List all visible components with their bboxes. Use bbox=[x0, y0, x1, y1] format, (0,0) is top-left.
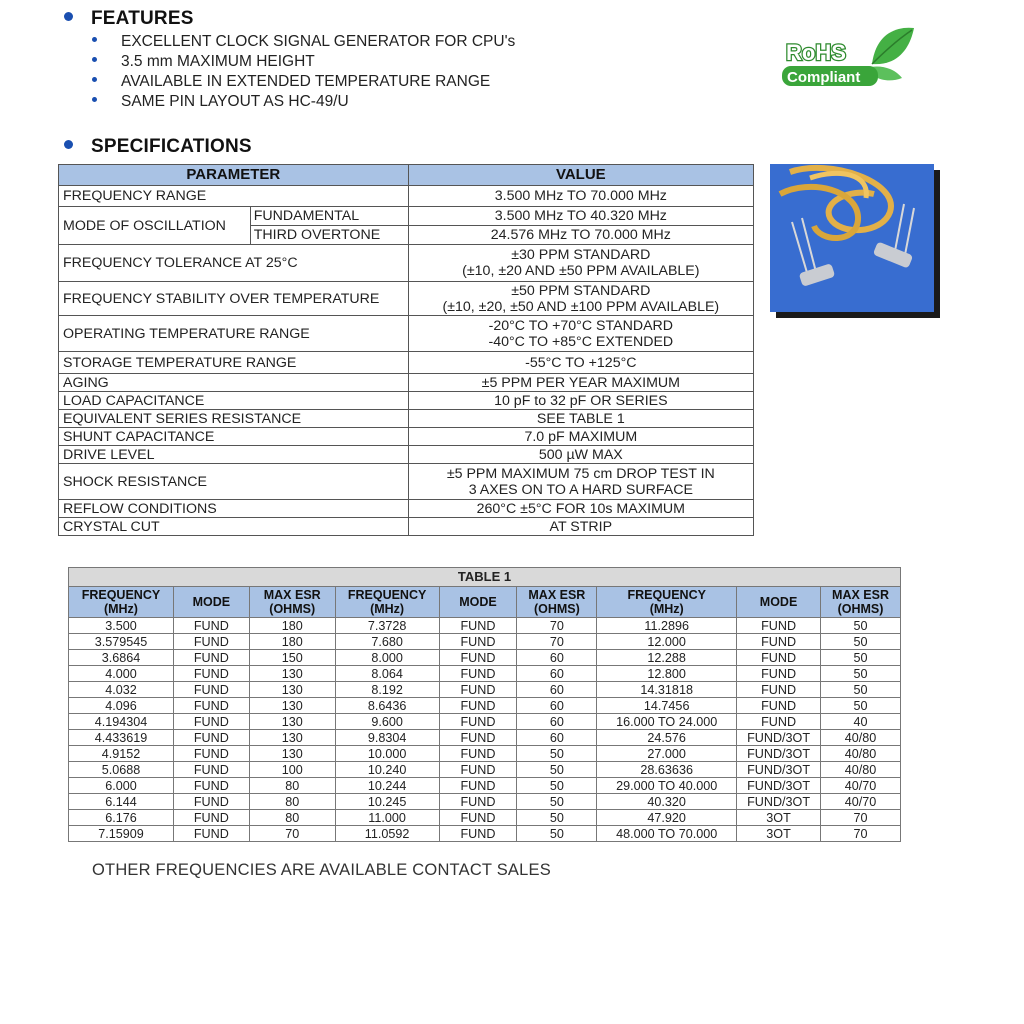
table-row bbox=[69, 666, 901, 682]
mode-header: MODE bbox=[439, 587, 517, 618]
table-cell: FUND bbox=[173, 826, 249, 842]
table-row: SHOCK RESISTANCE ±5 PPM MAXIMUM 75 cm DROP TEST IN 3 AXES ON TO A HARD SURFACE bbox=[59, 464, 754, 500]
table-cell: 3.500 bbox=[69, 618, 174, 634]
table-cell: 80 bbox=[249, 778, 335, 794]
table-cell: FUND bbox=[173, 746, 249, 762]
table-cell: FUND bbox=[173, 794, 249, 810]
table-row bbox=[69, 826, 901, 842]
table-cell: FUND bbox=[439, 682, 517, 698]
table-cell: 180 bbox=[249, 634, 335, 650]
table1-header-row bbox=[69, 587, 901, 618]
footer-note: OTHER FREQUENCIES ARE AVAILABLE CONTACT SALES bbox=[92, 861, 551, 879]
table-cell: 180 bbox=[249, 618, 335, 634]
table-cell: 40/70 bbox=[821, 794, 901, 810]
table-cell: FUND bbox=[439, 730, 517, 746]
table-row: FREQUENCY STABILITY OVER TEMPERATURE ±50 PPM STANDARD (±10, ±20, ±50 AND ±100 PPM AVAILABLE) bbox=[59, 282, 754, 316]
table-cell: 60 bbox=[517, 698, 597, 714]
table-cell: FUND bbox=[173, 730, 249, 746]
table-cell: 50 bbox=[517, 746, 597, 762]
frequency-header: FREQUENCY (MHz) bbox=[69, 587, 174, 618]
table-cell: 70 bbox=[249, 826, 335, 842]
table-cell: 3OT bbox=[737, 826, 821, 842]
table-cell: 9.8304 bbox=[335, 730, 439, 746]
table-cell: 8.000 bbox=[335, 650, 439, 666]
table-row: LOAD CAPACITANCE 10 pF to 32 pF OR SERIES bbox=[59, 392, 754, 410]
table-cell: 16.000 TO 24.000 bbox=[597, 714, 737, 730]
table-row: REFLOW CONDITIONS 260°C ±5°C FOR 10s MAXIMUM bbox=[59, 500, 754, 518]
table-cell: 8.064 bbox=[335, 666, 439, 682]
table-cell: FUND bbox=[173, 698, 249, 714]
table-cell: 50 bbox=[821, 698, 901, 714]
table-cell: 4.096 bbox=[69, 698, 174, 714]
table-cell: 9.600 bbox=[335, 714, 439, 730]
table-cell: 150 bbox=[249, 650, 335, 666]
feature-item: 3.5 mm MAXIMUM HEIGHT bbox=[92, 52, 515, 72]
table-row: DRIVE LEVEL 500 µW MAX bbox=[59, 446, 754, 464]
table-cell: 11.000 bbox=[335, 810, 439, 826]
table-cell: FUND/3OT bbox=[737, 762, 821, 778]
table-cell: 50 bbox=[517, 826, 597, 842]
table-cell: 130 bbox=[249, 698, 335, 714]
table-cell: 3.579545 bbox=[69, 634, 174, 650]
table-row bbox=[69, 634, 901, 650]
bullet-icon bbox=[64, 140, 73, 149]
table-cell: 10.245 bbox=[335, 794, 439, 810]
table-cell: FUND bbox=[439, 666, 517, 682]
table-cell: 7.3728 bbox=[335, 618, 439, 634]
frequency-header: FREQUENCY (MHz) bbox=[335, 587, 439, 618]
table-cell: 10.240 bbox=[335, 762, 439, 778]
table-cell: 7.15909 bbox=[69, 826, 174, 842]
table-row: AGING ±5 PPM PER YEAR MAXIMUM bbox=[59, 374, 754, 392]
table-cell: FUND/3OT bbox=[737, 730, 821, 746]
table-cell: 8.192 bbox=[335, 682, 439, 698]
table-row bbox=[69, 794, 901, 810]
table-cell: 12.288 bbox=[597, 650, 737, 666]
max-esr-header: MAX ESR (OHMS) bbox=[249, 587, 335, 618]
table-cell: 4.000 bbox=[69, 666, 174, 682]
table-cell: 60 bbox=[517, 730, 597, 746]
table-cell: 130 bbox=[249, 666, 335, 682]
table-row: OPERATING TEMPERATURE RANGE -20°C TO +70°C STANDARD -40°C TO +85°C EXTENDED bbox=[59, 316, 754, 352]
table-cell: 4.433619 bbox=[69, 730, 174, 746]
table-row bbox=[69, 682, 901, 698]
mode-header: MODE bbox=[737, 587, 821, 618]
table-cell: 70 bbox=[517, 634, 597, 650]
table-cell: FUND bbox=[737, 666, 821, 682]
features-list bbox=[92, 32, 515, 112]
table-cell: FUND bbox=[439, 826, 517, 842]
table-row bbox=[69, 762, 901, 778]
rohs-text: RoHS bbox=[786, 40, 846, 65]
table-row bbox=[69, 714, 901, 730]
table-cell: 50 bbox=[821, 634, 901, 650]
table-cell: 130 bbox=[249, 682, 335, 698]
table1-body bbox=[69, 618, 901, 842]
table-cell: FUND bbox=[439, 810, 517, 826]
table-cell: 60 bbox=[517, 714, 597, 730]
table-row bbox=[69, 618, 901, 634]
spec-header-row bbox=[59, 165, 754, 186]
table-row bbox=[69, 810, 901, 826]
table-cell: 4.032 bbox=[69, 682, 174, 698]
table-cell: FUND bbox=[439, 650, 517, 666]
table-cell: 70 bbox=[821, 826, 901, 842]
table-cell: 5.0688 bbox=[69, 762, 174, 778]
table-cell: 50 bbox=[517, 810, 597, 826]
table-cell: 48.000 TO 70.000 bbox=[597, 826, 737, 842]
table-cell: 50 bbox=[517, 794, 597, 810]
table-cell: 50 bbox=[517, 778, 597, 794]
table-cell: 50 bbox=[821, 618, 901, 634]
table-cell: FUND/3OT bbox=[737, 794, 821, 810]
table-cell: 3.6864 bbox=[69, 650, 174, 666]
table-cell: 50 bbox=[517, 762, 597, 778]
table-cell: 80 bbox=[249, 794, 335, 810]
table-cell: FUND bbox=[173, 762, 249, 778]
max-esr-header: MAX ESR (OHMS) bbox=[517, 587, 597, 618]
table-cell: 80 bbox=[249, 810, 335, 826]
table-row bbox=[69, 778, 901, 794]
table-cell: 11.2896 bbox=[597, 618, 737, 634]
table-cell: 10.000 bbox=[335, 746, 439, 762]
table-cell: 28.63636 bbox=[597, 762, 737, 778]
frequency-header: FREQUENCY (MHz) bbox=[597, 587, 737, 618]
table-cell: FUND/3OT bbox=[737, 746, 821, 762]
table-cell: 130 bbox=[249, 746, 335, 762]
table-cell: FUND bbox=[737, 714, 821, 730]
specifications-heading: SPECIFICATIONS bbox=[64, 136, 252, 158]
table-cell: FUND bbox=[173, 778, 249, 794]
table-cell: 130 bbox=[249, 714, 335, 730]
table-cell: 8.6436 bbox=[335, 698, 439, 714]
table-cell: 6.144 bbox=[69, 794, 174, 810]
table-cell: 60 bbox=[517, 682, 597, 698]
table-cell: FUND bbox=[737, 634, 821, 650]
table-cell: 40/70 bbox=[821, 778, 901, 794]
max-esr-header: MAX ESR (OHMS) bbox=[821, 587, 901, 618]
table-cell: FUND bbox=[439, 778, 517, 794]
parameter-header: PARAMETER bbox=[59, 165, 409, 186]
bullet-icon bbox=[64, 12, 73, 21]
bullet-icon bbox=[92, 97, 97, 102]
table-row: EQUIVALENT SERIES RESISTANCE SEE TABLE 1 bbox=[59, 410, 754, 428]
table-row: THIRD OVERTONE 24.576 MHz TO 70.000 MHz bbox=[59, 226, 754, 245]
table-row: SHUNT CAPACITANCE 7.0 pF MAXIMUM bbox=[59, 428, 754, 446]
table-cell: 100 bbox=[249, 762, 335, 778]
table-cell: FUND bbox=[439, 746, 517, 762]
table-cell: FUND bbox=[439, 698, 517, 714]
table-row bbox=[69, 746, 901, 762]
table-cell: 70 bbox=[517, 618, 597, 634]
table-cell: 130 bbox=[249, 730, 335, 746]
table-row: STORAGE TEMPERATURE RANGE -55°C TO +125°C bbox=[59, 352, 754, 374]
table-cell: 4.194304 bbox=[69, 714, 174, 730]
features-heading: FEATURES bbox=[64, 8, 194, 30]
table-row bbox=[69, 730, 901, 746]
table-cell: FUND bbox=[439, 634, 517, 650]
table-cell: FUND bbox=[737, 682, 821, 698]
table-cell: 47.920 bbox=[597, 810, 737, 826]
table-cell: FUND bbox=[173, 618, 249, 634]
table-cell: 29.000 TO 40.000 bbox=[597, 778, 737, 794]
table-row bbox=[69, 698, 901, 714]
table-cell: 60 bbox=[517, 666, 597, 682]
table-cell: 27.000 bbox=[597, 746, 737, 762]
mode-header: MODE bbox=[173, 587, 249, 618]
table-cell: 14.7456 bbox=[597, 698, 737, 714]
table-cell: FUND bbox=[439, 762, 517, 778]
table-row: MODE OF OSCILLATION FUNDAMENTAL 3.500 MHz TO 40.320 MHz bbox=[59, 207, 754, 226]
table-cell: 6.000 bbox=[69, 778, 174, 794]
table-cell: 40/80 bbox=[821, 730, 901, 746]
bullet-icon bbox=[92, 37, 97, 42]
rohs-leaf-icon bbox=[776, 24, 916, 90]
table-cell: FUND bbox=[173, 650, 249, 666]
table-cell: FUND bbox=[439, 618, 517, 634]
table-cell: 14.31818 bbox=[597, 682, 737, 698]
feature-item: EXCELLENT CLOCK SIGNAL GENERATOR FOR CPU's bbox=[92, 32, 515, 52]
table-cell: FUND bbox=[173, 714, 249, 730]
table-row: FREQUENCY RANGE 3.500 MHz TO 70.000 MHz bbox=[59, 186, 754, 207]
compliant-text: Compliant bbox=[787, 69, 861, 86]
bullet-icon bbox=[92, 77, 97, 82]
specifications-table bbox=[58, 164, 754, 536]
table-cell: 6.176 bbox=[69, 810, 174, 826]
table-cell: 40/80 bbox=[821, 746, 901, 762]
table-cell: 12.000 bbox=[597, 634, 737, 650]
table-row: CRYSTAL CUT AT STRIP bbox=[59, 518, 754, 536]
table-cell: 40.320 bbox=[597, 794, 737, 810]
table-cell: 4.9152 bbox=[69, 746, 174, 762]
table-cell: 24.576 bbox=[597, 730, 737, 746]
table-cell: 60 bbox=[517, 650, 597, 666]
table-cell: 11.0592 bbox=[335, 826, 439, 842]
table-cell: 7.680 bbox=[335, 634, 439, 650]
table-cell: 12.800 bbox=[597, 666, 737, 682]
table-cell: 50 bbox=[821, 650, 901, 666]
table-cell: FUND bbox=[737, 618, 821, 634]
bullet-icon bbox=[92, 57, 97, 62]
esr-table bbox=[68, 567, 901, 842]
table-cell: FUND bbox=[737, 650, 821, 666]
table-cell: FUND bbox=[737, 698, 821, 714]
table-cell: 50 bbox=[821, 666, 901, 682]
table-row bbox=[69, 650, 901, 666]
table-row: FREQUENCY TOLERANCE AT 25°C ±30 PPM STANDARD (±10, ±20 AND ±50 PPM AVAILABLE) bbox=[59, 245, 754, 282]
table-cell: FUND bbox=[173, 810, 249, 826]
feature-item: AVAILABLE IN EXTENDED TEMPERATURE RANGE bbox=[92, 72, 515, 92]
table-cell: 40/80 bbox=[821, 762, 901, 778]
crystal-product-photo bbox=[770, 164, 940, 318]
table-cell: FUND bbox=[173, 682, 249, 698]
table-cell: 40 bbox=[821, 714, 901, 730]
feature-item: SAME PIN LAYOUT AS HC-49/U bbox=[92, 92, 515, 112]
table-cell: 70 bbox=[821, 810, 901, 826]
table-cell: FUND bbox=[173, 634, 249, 650]
table-cell: FUND bbox=[439, 794, 517, 810]
table-cell: 3OT bbox=[737, 810, 821, 826]
table-cell: 50 bbox=[821, 682, 901, 698]
table1-caption: TABLE 1 bbox=[69, 568, 901, 587]
table-cell: FUND/3OT bbox=[737, 778, 821, 794]
value-header: VALUE bbox=[408, 165, 753, 186]
table-cell: FUND bbox=[173, 666, 249, 682]
table-cell: FUND bbox=[439, 714, 517, 730]
table-cell: 10.244 bbox=[335, 778, 439, 794]
